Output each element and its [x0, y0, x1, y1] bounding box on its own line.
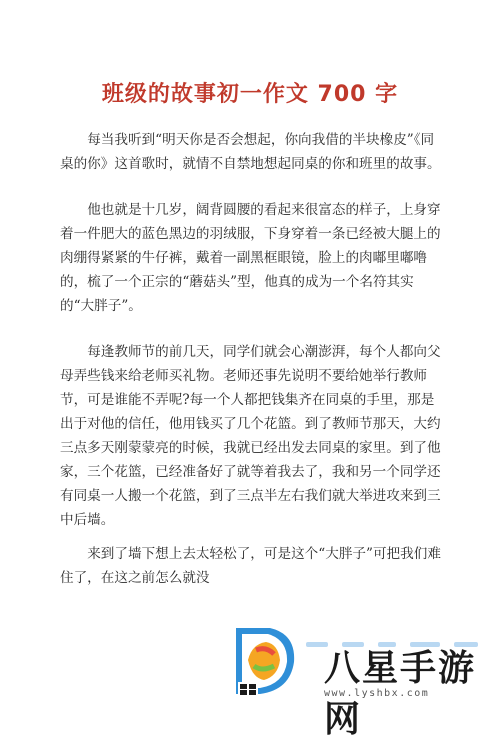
document-body [60, 128, 445, 604]
watermark-brand: 八星手游网 [324, 648, 477, 740]
watermark-url: www.lyshbx.com [324, 688, 430, 699]
paragraph: 来到了墙下想上去太轻松了，可是这个“大胖子”可把我们难住了，在这之前怎么就没 [60, 546, 441, 586]
paragraph: 他也就是十几岁，阔背圆腰的看起来很富态的样子，上身穿着一件肥大的蓝色黑边的羽绒服，下身穿着一条已经被大腿上的肉绷得紧紧的牛仔裤，戴着一副黑框眼镜，脸上的肉嘟里嘟噜的，梳了一个正宗的“蘑菇头”型，他真的成为一个名符其实的“大胖子”。 [60, 202, 441, 314]
paragraph: 每当我听到“明天你是否会想起，你向我借的半块橡皮”《同桌的你》这首歌时，就情不自禁地想起同桌的你和班里的故事。 [60, 132, 441, 172]
paragraph: 每逢教师节的前几天，同学们就会心潮澎湃，每个人都向父母弄些钱来给老师买礼物。老师还事先说明不要给她举行教师节，可是谁能不弄呢?每一个人都把钱集齐在同桌的手里，那是出于对他的信任，他用钱买了几个花篮。到了教师节那天，大约三点多天刚蒙蒙亮的时候，我就已经出发去同桌的家里。到了他家，三个花篮，已经准备好了就等着我去了，我和另一个同学还有同桌一人搬一个花篮，到了三点半左右我们就大举进攻来到三中后墙。 [60, 344, 441, 528]
brand-logo-icon [230, 620, 302, 700]
document-title: 班级的故事初一作文 700 字 [101, 81, 399, 107]
watermark [228, 610, 500, 740]
